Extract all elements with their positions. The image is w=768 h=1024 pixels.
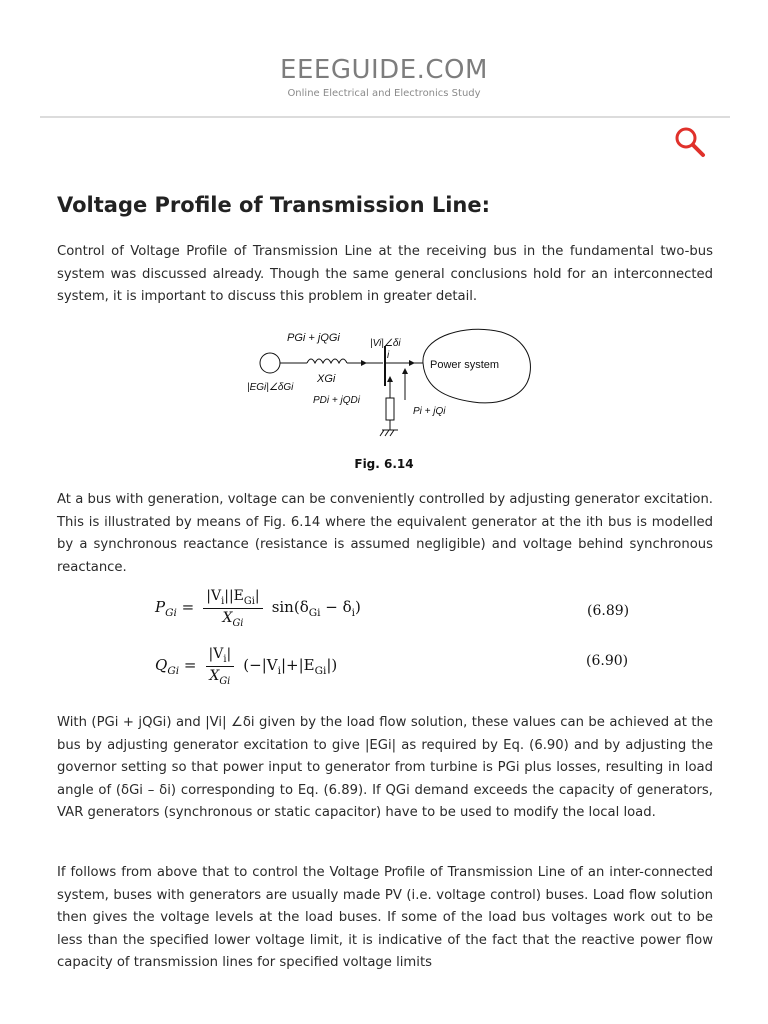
equation-number-6-89: (6.89) <box>587 603 630 619</box>
article-title: Voltage Profile of Transmission Line: <box>57 193 491 217</box>
search-button[interactable] <box>672 124 708 160</box>
paragraph-load-flow: With (PGi + jQGi) and |Vi| ∠δi given by the load flow solution, these values can be achieved at the bus by adjusting generator excitation to give |EGi| as required by Eq. (6.90) and by adjusting the governor setting so that power input to generator from turbine is PGi plus losses, resulting in load angle of (δGi – δi) corresponding to Eq. (6.89). If QGi demand exceeds the capacity of generators, VAR generators (synchronous or static capacitor) have to be used to modify the local load. <box>57 715 713 820</box>
label-x: XGi <box>317 373 336 385</box>
label-e: |EGi|∠δGi <box>247 382 294 393</box>
load-symbol <box>386 398 394 420</box>
reactance-coil <box>307 359 347 363</box>
equation-number-6-90: (6.90) <box>586 653 629 669</box>
circuit-diagram <box>245 318 535 446</box>
figure-6-14 <box>245 318 535 446</box>
site-title[interactable]: EEEGUIDE.COM <box>280 55 488 85</box>
equation-6-89: $P_{Gi}$ = $\frac{|V_i||E_{Gi}|}{X_{Gi}}$ $\sin(\delta_{Gi} - \delta_i)$ <box>155 588 361 629</box>
label-pq-gen: PGi + jQGi <box>287 332 340 344</box>
figure-caption: Fig. 6.14 <box>354 457 414 471</box>
equation-6-90: $Q_{Gi}$ = $\frac{|V_i|}{X_{Gi}}$ $(-|V_i|+|E_{Gi}|)$ <box>155 646 338 687</box>
label-v: |Vi|∠δi <box>370 338 401 349</box>
paragraph-generation: At a bus with generation, voltage can be conveniently controlled by adjusting generator excitation. This is illustrated by means of Fig. 6.14 where the equivalent generator at the ith bus is modelled by a synchronous reactance (resistance is assumed negligible) and voltage behind synchronous reactance. <box>57 492 713 575</box>
paragraph-intro: Control of Voltage Profile of Transmission Line at the receiving bus in the fundamental two-bus system was discussed already. Though the same general conclusions hold for an interconnected system, it is important to discuss this problem in greater detail. <box>57 244 713 304</box>
label-p: Pi + jQi <box>413 406 446 417</box>
label-power-system: Power system <box>430 359 500 371</box>
header-divider <box>40 116 730 118</box>
search-icon <box>672 124 708 160</box>
label-pd: PDi + jQDi <box>313 395 360 406</box>
label-i: i <box>387 350 390 361</box>
site-tagline: Online Electrical and Electronics Study <box>287 88 481 99</box>
paragraph-interconnected: If follows from above that to control the Voltage Profile of Transmission Line of an inter-connected system, buses with generators are usually made PV (i.e. voltage control) buses. Load flow solution then gives the voltage levels at the load buses. If some of the load bus voltages work out to be less than the specified lower voltage limit, it is indicative of the fact that the reactive power flow capacity of transmission lines for specified voltage limits <box>57 865 713 970</box>
generator-symbol <box>260 353 280 373</box>
